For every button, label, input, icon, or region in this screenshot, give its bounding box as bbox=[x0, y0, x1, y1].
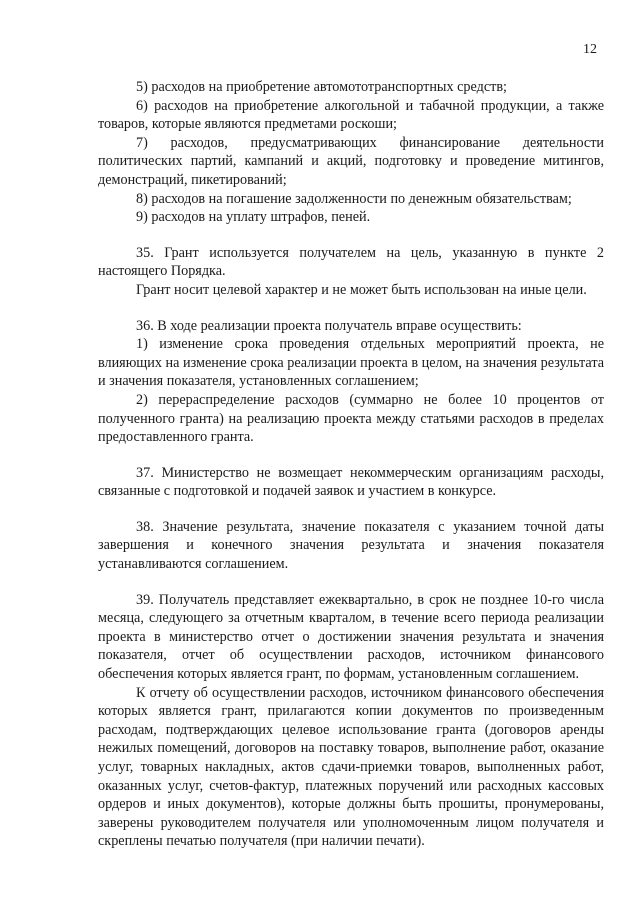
clause-35-note: Грант носит целевой характер и не может быть использован на иные цели. bbox=[136, 281, 587, 298]
list-item-8: 8) расходов на погашение задолженности по денежным обязательствам; bbox=[136, 190, 572, 207]
clause-35: 35. Грант используется получателем на цель, указанную в пункте 2 настоящего Порядка. bbox=[98, 244, 604, 280]
list-item-5: 5) расходов на приобретение автомототранспортных средств; bbox=[136, 79, 507, 95]
clause-37: 37. Министерство не возмещает некоммерческим организациям расходы, связанные с подготовкой и подачей заявок и участием в конкурсе. bbox=[98, 464, 604, 500]
clause-36-item-1: 1) изменение срока проведения отдельных мероприятий проекта, не влияющих на изменение срока реализации проекта в целом, на значения результата и значения показателя, установленных соглашением; bbox=[98, 336, 604, 390]
document-body bbox=[98, 78, 604, 851]
clause-36: 36. В ходе реализации проекта получатель вправе осуществить: bbox=[136, 317, 522, 334]
clause-39: 39. Получатель представляет ежеквартально, в срок не позднее 10-го числа месяца, следующего за отчетным кварталом, в течение всего периода реализации проекта в министерство отчет о достижении значения результата и значения показателя, отчет об осуществлении расходов, источником финансового обеспечения которых является грант, по формам, установленным соглашением. bbox=[98, 591, 604, 683]
paragraph-gap bbox=[98, 574, 604, 591]
paragraph-gap bbox=[98, 501, 604, 518]
clause-36-item-2: 2) перераспределение расходов (суммарно не более 10 процентов от полученного гранта) на реализацию проекта между статьями расходов в пределах предоставленного гранта. bbox=[98, 391, 604, 446]
clause-39-attachments: К отчету об осуществлении расходов, источником финансового обеспечения которых является грант, прилагаются копии документов по произведенным расходам, подтверждающих целевое использование гранта (договоров аренды нежилых помещений, договоров на поставку товаров, выполнение работ, оказание услуг, товарных накладных, актов сдачи-приемки товаров, выполненных работ, оказанных услуг, счетов-фактур, платежных поручений или расходных кассовых ордеров и иных документов), которые должны быть прошиты, пронумерованы, заверены руководителем получателя или уполномоченным лицом получателя и скреплены печатью получателя (при наличии печати). bbox=[98, 684, 604, 850]
paragraph-gap bbox=[98, 447, 604, 464]
clause-38: 38. Значение результата, значение показателя с указанием точной даты завершения и конечного значения результата и значения показателя устанавливаются соглашением. bbox=[98, 518, 604, 573]
paragraph-gap bbox=[98, 227, 604, 244]
page-number: 12 bbox=[583, 42, 597, 57]
paragraph-gap bbox=[98, 300, 604, 317]
list-item-9: 9) расходов на уплату штрафов, пеней. bbox=[136, 209, 371, 226]
list-item-7: 7) расходов, предусматривающих финансирование деятельности политических партий, кампаний и акций, подготовку и проведение митингов, демонстраций, пикетирований; bbox=[98, 134, 604, 188]
list-item-6: 6) расходов на приобретение алкогольной и табачной продукции, а также товаров, которые являются предметами роскоши; bbox=[98, 97, 604, 133]
